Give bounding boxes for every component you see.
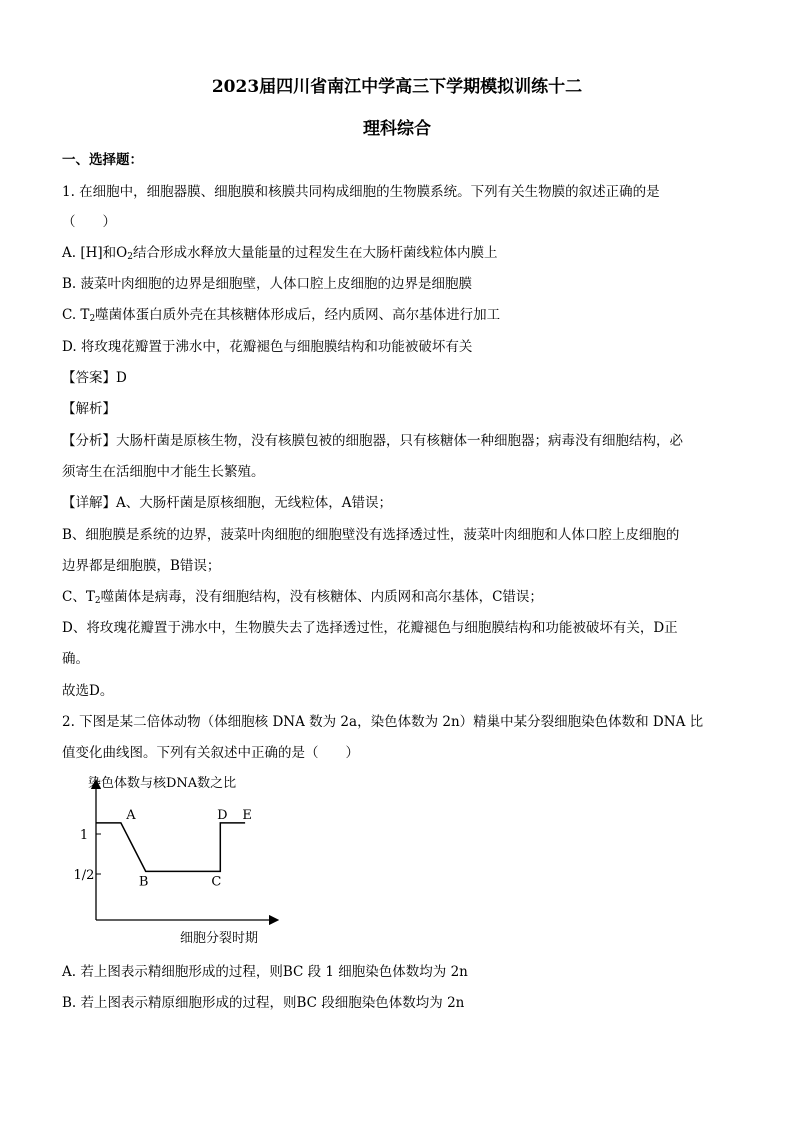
point-label-c: C [211,874,222,890]
q1-answer: 【答案】D [62,370,127,386]
q1-stem-line1: 1. 在细胞中，细胞器膜、细胞膜和核膜共同构成细胞的生物膜系统。下列有关生物膜的叙述正确的是 [62,184,660,200]
q1-option-a: A. [H]和$O_2$结合形成水释放大量能量的过程发生在大肠杆菌线粒体内膜上 [62,245,498,262]
point-label-d: D [217,807,228,823]
q2-option-a: A. 若上图表示精细胞形成的过程，则BC 段 1 细胞染色体数均为 2n [62,964,468,980]
q1-conclusion: 故选D。 [62,683,114,699]
exam-title: 2023届四川省南江中学高三下学期模拟训练十二 [211,77,583,97]
point-label-a: A [126,807,136,823]
q1-xiangjie-d2: 确。 [62,651,89,667]
point-label-b: B [138,874,149,890]
section-heading: 一、选择题： [62,152,143,168]
q1-stem-line2: （ ） [62,214,116,230]
q1-fenxi-line1: 【分析】大肠杆菌是原核生物，没有核膜包被的细胞器，只有核糖体一种细胞器；病毒没有细胞结构，必 [62,433,683,449]
y-tick-half: 1/2 [73,868,95,883]
q2-stem-line1: 2. 下图是某二倍体动物（体细胞核 DNA 数为 2a，染色体数为 2n）精巢中某分裂细胞染色体数和 DNA 比 [62,714,704,730]
q1-fenxi-line2: 须寄生在活细胞中才能生长繁殖。 [62,464,265,480]
q1-xiangjie-b1: B、细胞膜是系统的边界，菠菜叶肉细胞的细胞壁没有选择透过性，菠菜叶肉细胞和人体口腔上皮细胞的 [62,527,680,543]
q1-xiangjie-c: C、$T_2$噬菌体是病毒，没有细胞结构，没有核糖体、内质网和高尔基体，C错误； [62,589,543,606]
q1-option-d: D. 将玫瑰花瓣置于沸水中，花瓣褪色与细胞膜结构和功能被破坏有关 [62,339,473,355]
y-tick-1: 1 [79,828,89,843]
exam-subtitle: 理科综合 [363,119,431,139]
q1-xiangjie-a: 【详解】A、大肠杆菌是原核细胞，无线粒体，A错误； [62,495,392,511]
q1-xiangjie-b2: 边界都是细胞膜，B错误； [62,558,221,574]
q1-option-c: C. $T_2$噬菌体蛋白质外壳在其核糖体形成后，经内质网、高尔基体进行加工 [62,307,501,324]
x-axis-label: 细胞分裂时期 [180,931,259,946]
q1-xiangjie-d1: D、将玫瑰花瓣置于沸水中，生物膜失去了选择透过性，花瓣褪色与细胞膜结构和功能被破坏有关，D正 [62,620,678,636]
q2-option-b: B. 若上图表示精原细胞形成的过程，则BC 段细胞染色体数均为 2n [62,995,465,1011]
q1-analysis-tag: 【解析】 [62,401,116,417]
ratio-curve [96,823,245,872]
y-axis-label: 染色体数与核DNA数之比 [88,776,237,791]
q2-stem-line2: 值变化曲线图。下列有关叙述中正确的是（ ） [62,745,359,761]
q1-option-b: B. 菠菜叶肉细胞的边界是细胞壁，人体口腔上皮细胞的边界是细胞膜 [62,276,473,292]
point-label-e: E [242,807,252,823]
q2-chart [70,770,290,950]
